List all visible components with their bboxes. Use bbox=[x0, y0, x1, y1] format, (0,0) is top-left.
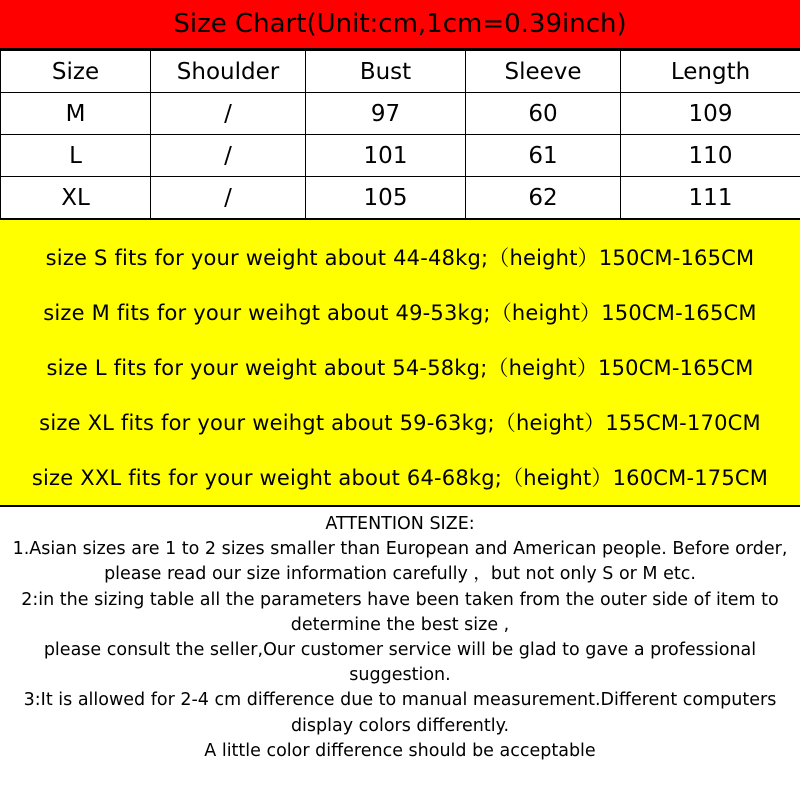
cell-bust: 97 bbox=[306, 93, 466, 135]
header-size: Size bbox=[1, 51, 151, 93]
attention-line: display colors differently. bbox=[290, 715, 510, 736]
cell-length: 109 bbox=[621, 93, 800, 135]
table-header-row bbox=[1, 51, 800, 93]
cell-sleeve: 61 bbox=[466, 135, 621, 177]
cell-sleeve: 62 bbox=[466, 177, 621, 219]
cell-size: M bbox=[1, 93, 151, 135]
header-shoulder: Shoulder bbox=[151, 51, 306, 93]
attention-line: 1.Asian sizes are 1 to 2 sizes smaller than European and American people. Before order, bbox=[12, 539, 788, 560]
cell-size: XL bbox=[1, 177, 151, 219]
attention-line: please read our size information carefully ，but not only S or M etc. bbox=[104, 564, 696, 585]
cell-length: 110 bbox=[621, 135, 800, 177]
attention-line: please consult the seller,Our customer service will be glad to gave a professional bbox=[43, 640, 757, 661]
table-row bbox=[1, 135, 800, 177]
fit-note: size XL fits for your weihgt about 59-63kg;（height）155CM-170CM bbox=[39, 411, 761, 435]
cell-shoulder: / bbox=[151, 135, 306, 177]
attention-line: 2:in the sizing table all the parameters have been taken from the outer side of item to bbox=[21, 589, 779, 610]
fit-note: size XXL fits for your weight about 64-68kg;（height）160CM-175CM bbox=[31, 466, 769, 490]
attention-line: suggestion. bbox=[349, 665, 451, 686]
table-row bbox=[1, 177, 800, 219]
header-length: Length bbox=[621, 51, 800, 93]
fit-notes-panel bbox=[0, 218, 800, 507]
header-sleeve: Sleeve bbox=[466, 51, 621, 93]
attention-line: A little color difference should be acceptable bbox=[204, 740, 596, 761]
attention-line: 3:It is allowed for 2-4 cm difference due to manual measurement.Different computers bbox=[23, 690, 777, 711]
fit-note: size M fits for your weihgt about 49-53kg;（height）150CM-165CM bbox=[43, 301, 757, 325]
size-chart-title bbox=[0, 0, 800, 50]
cell-bust: 105 bbox=[306, 177, 466, 219]
fit-note: size L fits for your weight about 54-58kg;（height）150CM-165CM bbox=[46, 356, 754, 380]
cell-size: L bbox=[1, 135, 151, 177]
fit-note: size S fits for your weight about 44-48kg;（height）150CM-165CM bbox=[45, 246, 755, 270]
attention-heading: ATTENTION SIZE: bbox=[325, 514, 475, 534]
cell-bust: 101 bbox=[306, 135, 466, 177]
cell-sleeve: 60 bbox=[466, 93, 621, 135]
cell-shoulder: / bbox=[151, 93, 306, 135]
table-row bbox=[1, 93, 800, 135]
header-bust: Bust bbox=[306, 51, 466, 93]
size-table bbox=[0, 50, 800, 219]
cell-shoulder: / bbox=[151, 177, 306, 219]
attention-line: determine the best size , bbox=[290, 614, 510, 635]
size-chart-title-text: Size Chart(Unit:cm,1cm=0.39inch) bbox=[173, 9, 627, 39]
cell-length: 111 bbox=[621, 177, 800, 219]
attention-section bbox=[0, 512, 800, 764]
